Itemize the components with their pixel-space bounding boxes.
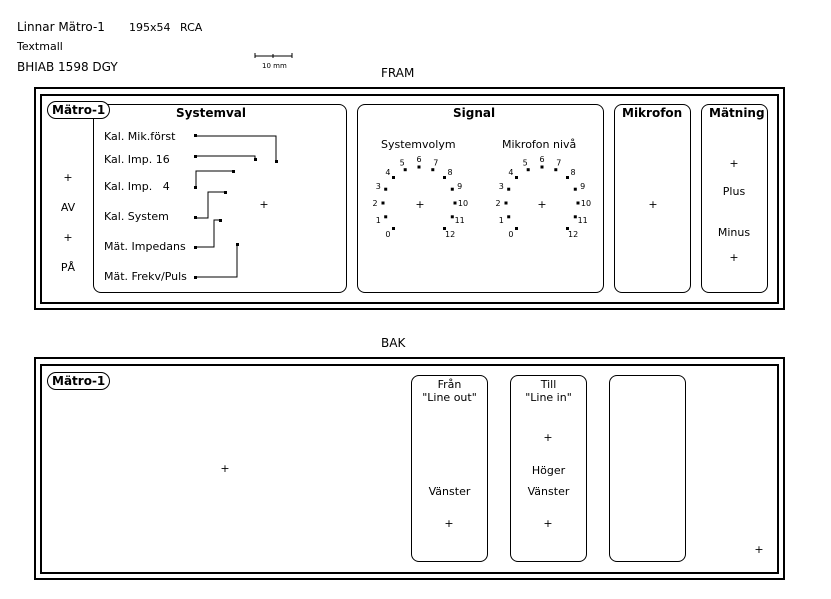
product-code: BHIAB 1598 DGY: [17, 60, 118, 74]
dial-tick-label: 6: [416, 155, 422, 164]
dial-tick-label: 12: [568, 230, 579, 240]
fran-vanster-jack[interactable]: +: [444, 517, 454, 530]
scale-label: 10 mm: [262, 62, 287, 70]
dial-tick-label: 1: [498, 215, 504, 225]
matning-plus-jack[interactable]: +: [729, 157, 739, 170]
device-title: Linnar Mätro-1: [17, 20, 105, 34]
dial-tick-label: 0: [385, 230, 391, 240]
back-corner-plus: +: [754, 543, 764, 556]
dial-tick-label: 8: [447, 167, 453, 177]
mikrofon-jack[interactable]: +: [648, 198, 658, 211]
power-off-label: AV: [60, 201, 76, 214]
till-hoger-jack[interactable]: +: [543, 431, 553, 444]
systemval-item: Kal. Imp. 16: [104, 153, 170, 166]
matning-minus-label: Minus: [717, 226, 751, 239]
dial-tick-label: 0: [508, 230, 514, 240]
dial-tick-label: 3: [498, 182, 504, 192]
systemvolym-knob-center[interactable]: +: [415, 198, 425, 211]
dial-tick-label: 8: [570, 167, 576, 177]
systemval-item: Mät. Frekv/Puls: [104, 270, 187, 283]
till-vanster-label: Vänster: [527, 485, 570, 498]
matning-minus-jack[interactable]: +: [729, 251, 739, 264]
dial-tick-label: 10: [580, 199, 592, 208]
back-mount-plus: +: [220, 462, 230, 475]
dial-tick-label: 11: [577, 215, 588, 225]
dial-tick-label: 5: [399, 158, 405, 168]
systemval-item: Kal. Mik.först: [104, 130, 176, 143]
dial-tick-label: 4: [385, 167, 391, 177]
systemvolym-label: Systemvolym: [381, 138, 456, 151]
signal-title: Signal: [453, 106, 496, 120]
front-section-label: FRAM: [381, 66, 415, 80]
systemval-item: Kal. System: [104, 210, 169, 223]
matning-plus-label: Plus: [722, 185, 746, 198]
power-on-label: PÅ: [60, 261, 76, 274]
mikrofon-niva-label: Mikrofon nivå: [502, 138, 577, 151]
dial-tick-label: 3: [375, 182, 381, 192]
dial-tick-label: 9: [580, 182, 586, 192]
dial-tick-label: 7: [556, 158, 562, 168]
power-plus-top: +: [63, 171, 73, 184]
till-hoger-label: Höger: [531, 464, 566, 477]
device-dims: 195x54: [129, 21, 171, 34]
systemval-center-plus: +: [259, 198, 269, 211]
dial-tick-label: 12: [445, 230, 456, 240]
dial-tick-label: 2: [372, 199, 378, 208]
fran-title: Från: [437, 378, 462, 391]
mikrofon-niva-knob-center[interactable]: +: [537, 198, 547, 211]
till-vanster-jack[interactable]: +: [543, 517, 553, 530]
systemval-item: Kal. Imp. 4: [104, 180, 170, 193]
back-logo: Mätro-1: [47, 372, 110, 390]
dial-tick-label: 2: [495, 199, 501, 208]
device-connector: RCA: [180, 21, 203, 34]
till-title: Till: [540, 378, 557, 391]
fran-vanster-label: Vänster: [428, 485, 471, 498]
dial-tick-label: 6: [539, 155, 545, 164]
back-section-label: BAK: [381, 336, 406, 350]
dial-tick-label: 5: [522, 158, 528, 168]
systemval-item: Mät. Impedans: [104, 240, 186, 253]
dial-tick-label: 10: [457, 199, 469, 208]
systemval-title: Systemval: [176, 106, 247, 120]
dial-tick-label: 11: [454, 215, 465, 225]
dial-tick-label: 7: [433, 158, 439, 168]
till-subtitle: "Line in": [525, 391, 572, 404]
dial-tick-label: 1: [375, 215, 381, 225]
matning-title: Mätning: [709, 106, 765, 120]
power-plus-bottom: +: [63, 231, 73, 244]
fran-subtitle: "Line out": [422, 391, 477, 404]
dial-tick-label: 4: [508, 167, 514, 177]
dial-tick-label: 9: [457, 182, 463, 192]
front-logo: Mätro-1: [47, 101, 110, 119]
template-label: Textmall: [17, 40, 63, 53]
mikrofon-title: Mikrofon: [622, 106, 683, 120]
